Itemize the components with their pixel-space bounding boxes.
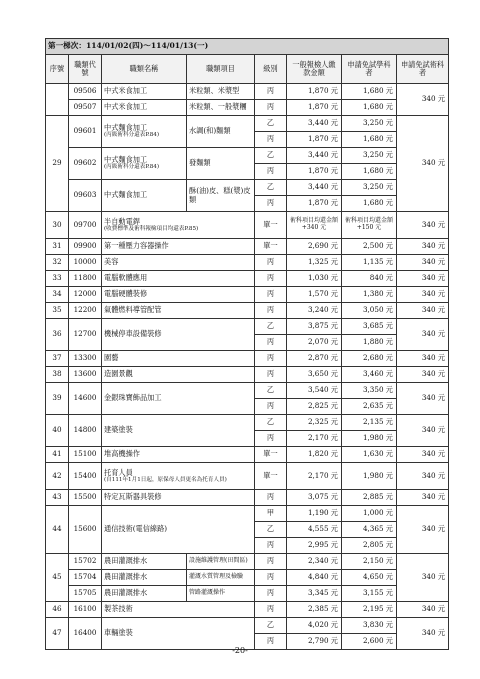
header-code: 職類代號 <box>69 55 102 84</box>
header-exempt-sub: 申請免試學科者 <box>342 55 397 84</box>
table-row: 乙 4,555 元 4,365 元 <box>46 522 449 538</box>
table-row: 29 09601 中式麵食加工 (丙級術科分還表P.84) 水調(和)麵類 乙 3,440 元 3,250 元 340 元 <box>46 116 449 132</box>
table-row: 42 15400 托育人員 (自111年1月1日起，原保母人員更名為托育人員) 單一 2,170 元 1,980 元 340 元 <box>46 463 449 490</box>
header-exempt-tech: 申請免試術科者 <box>397 55 449 84</box>
table-row: 09602 中式麵食加工 (丙級術科分還表P.84) 發麵類 乙 3,440 元 3,250 元 <box>46 148 449 164</box>
table-row: 09603 中式麵食加工 酥(油)皮、糕(漿)皮類 乙 3,440 元 3,250 元 <box>46 180 449 196</box>
table-row: 44 15600 通信技術(電信線路) 甲 1,190 元 1,000 元 340 元 <box>46 506 449 522</box>
page-number: -20- <box>232 646 248 655</box>
table-row: 41 15100 堆高機操作 單一 1,820 元 1,630 元 340 元 <box>46 447 449 463</box>
header-item: 職類項目 <box>187 55 255 84</box>
fee-table-page <box>45 38 448 650</box>
table-row: 45 15702 農田灌溉排水 設施維護管理(田間區) 丙 2,340 元 2,150 元 340 元 <box>46 554 449 570</box>
table-row: 丙 2,070 元 1,880 元 <box>46 335 449 351</box>
header-level: 級別 <box>255 55 287 84</box>
table-row: 35 12200 氣體燃料導管配管 丙 3,240 元 3,050 元 340 元 <box>46 303 449 319</box>
table-row: 丙 1,870 元 1,680 元 <box>46 132 449 148</box>
header-fee: 一般報檢人繳款金額 <box>287 55 342 84</box>
table-row: 30 09700 半自動電銲 (收費標準及術科報檢項目均還表P.85) 單一 術科項目均還金額+340 元 術科項目均還金額+150 元 340 元 <box>46 212 449 239</box>
table-row: 丙 1,870 元 1,680 元 <box>46 196 449 212</box>
table-row: 37 13300 園藝 丙 2,870 元 2,680 元 340 元 <box>46 351 449 367</box>
table-row: 32 10000 美容 丙 1,325 元 1,135 元 340 元 <box>46 255 449 271</box>
table-row: 40 14800 建築塗裝 乙 2,325 元 2,135 元 340 元 <box>46 415 449 431</box>
table-row: 47 16400 車輛塗裝 乙 4,020 元 3,830 元 340 元 <box>46 618 449 634</box>
fee-table <box>45 38 449 650</box>
table-row: 36 12700 機械停車設備裝修 乙 3,875 元 3,685 元 340 元 <box>46 319 449 335</box>
header-seq: 序號 <box>46 55 69 84</box>
table-row: 38 13600 造園景觀 丙 3,650 元 3,460 元 340 元 <box>46 367 449 383</box>
table-row: 丙 2,790 元 2,600 元 <box>46 634 449 650</box>
batch-title: 第一梯次：114/01/02(四)～114/01/13(一) <box>46 39 449 55</box>
table-row: 46 16100 製茶技術 丙 2,385 元 2,195 元 340 元 <box>46 602 449 618</box>
table-row: 丙 2,170 元 1,980 元 <box>46 431 449 447</box>
header-name: 職類名稱 <box>102 55 187 84</box>
table-row: 31 09900 第一種壓力容器操作 單一 2,690 元 2,500 元 340 元 <box>46 239 449 255</box>
table-row: 43 15500 特定瓦斯器具裝修 丙 3,075 元 2,885 元 340 元 <box>46 490 449 506</box>
table-row: 09507 中式米食加工 米粒類、一般漿糰 丙 1,870 元 1,680 元 <box>46 100 449 116</box>
table-row: 丙 2,995 元 2,805 元 <box>46 538 449 554</box>
table-row: 09506 中式米食加工 米粒類、米漿型 丙 1,870 元 1,680 元 340 元 <box>46 84 449 100</box>
table-row: 33 11800 電腦軟體應用 丙 1,030 元 840 元 340 元 <box>46 271 449 287</box>
table-row: 15704 農田灌溉排水 灌溉水質管理及檢驗 丙 4,840 元 4,650 元 <box>46 570 449 586</box>
table-row: 15705 農田灌溉排水 管路灌溉操作 丙 3,345 元 3,155 元 <box>46 586 449 602</box>
table-row: 39 14600 金銀珠寶飾品加工 乙 3,540 元 3,350 元 340 元 <box>46 383 449 399</box>
table-row: 丙 2,825 元 2,635 元 <box>46 399 449 415</box>
table-row: 34 12000 電腦硬體裝修 丙 1,570 元 1,380 元 340 元 <box>46 287 449 303</box>
table-row: 丙 1,870 元 1,680 元 <box>46 164 449 180</box>
